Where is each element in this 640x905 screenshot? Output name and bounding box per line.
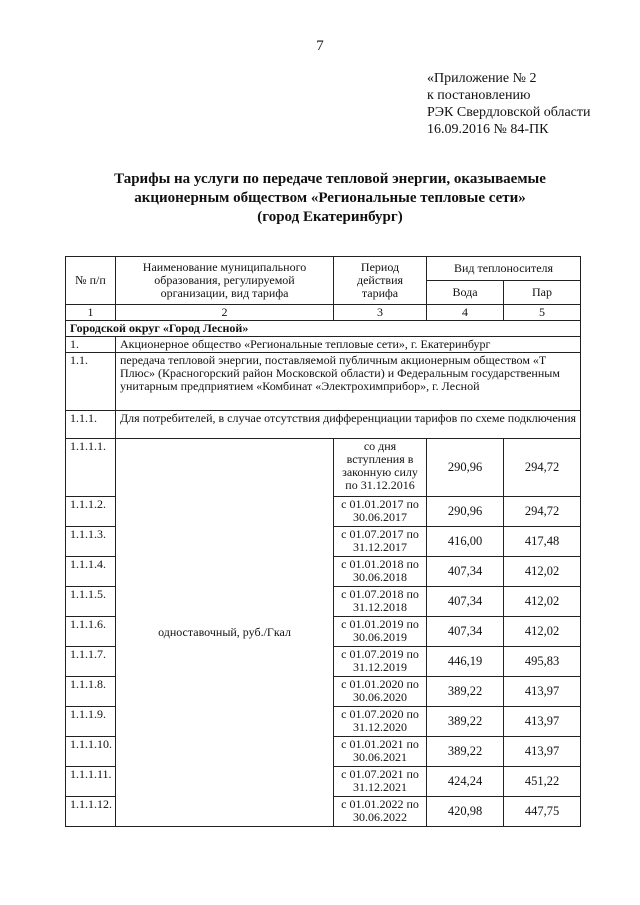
row-num: 1.1.1.3. (66, 527, 116, 557)
row-steam-value: 495,83 (504, 647, 581, 677)
row-water-value: 290,96 (427, 497, 504, 527)
row-period: с 01.01.2022 по 30.06.2022 (334, 797, 427, 827)
row-water-value: 424,24 (427, 767, 504, 797)
row-period: с 01.07.2020 по 31.12.2020 (334, 707, 427, 737)
col-number-5: 5 (504, 305, 581, 321)
org-name: Акционерное общество «Региональные тепловые сети», г. Екатеринбург (116, 337, 581, 353)
col-number-3: 3 (334, 305, 427, 321)
row-water-value: 446,19 (427, 647, 504, 677)
row-water-value: 420,98 (427, 797, 504, 827)
row-steam-value: 412,02 (504, 617, 581, 647)
header-carrier: Вид теплоносителя (427, 257, 581, 281)
row-steam-value: 294,72 (504, 439, 581, 497)
row-num: 1.1.1.10. (66, 737, 116, 767)
table-row (66, 439, 581, 497)
consumers-description: Для потребителей, в случае отсутствия дифференциации тарифов по схеме подключения (116, 411, 581, 439)
row-water-value: 416,00 (427, 527, 504, 557)
row-water-value: 389,22 (427, 677, 504, 707)
header-num: № п/п (66, 257, 116, 305)
appendix-line-4: 16.09.2016 № 84-ПК (427, 122, 549, 137)
row-period: с 01.01.2019 по 30.06.2019 (334, 617, 427, 647)
row-water-value: 389,22 (427, 707, 504, 737)
service-description: передача тепловой энергии, поставляемой публичным акционерным обществом «Т Плюс» (Красногорский район Московской области) и Федеральным государственным унитарным предприятием «Комбинат «Электрохимприбор», г. Лесной (116, 353, 581, 411)
row-num: 1.1.1.9. (66, 707, 116, 737)
row-period: с 01.07.2019 по 31.12.2019 (334, 647, 427, 677)
document-title (60, 170, 600, 227)
appendix-note (427, 70, 591, 138)
row-steam-value: 413,97 (504, 707, 581, 737)
title-line-1: Тарифы на услуги по передаче тепловой энергии, оказываемые (114, 171, 546, 187)
col-number-1: 1 (66, 305, 116, 321)
appendix-line-2: к постановлению (427, 88, 531, 103)
row-water-value: 389,22 (427, 737, 504, 767)
row-period: с 01.07.2018 по 31.12.2018 (334, 587, 427, 617)
title-line-3: (город Екатеринбург) (257, 209, 403, 225)
header-water: Вода (427, 281, 504, 305)
row-water-value: 407,34 (427, 617, 504, 647)
row-num: 1.1.1.8. (66, 677, 116, 707)
row-num: 1.1.1.2. (66, 497, 116, 527)
row-water-value: 290,96 (427, 439, 504, 497)
row-period: с 01.07.2017 по 31.12.2017 (334, 527, 427, 557)
tariff-table (65, 256, 581, 827)
district-row: Городской округ «Город Лесной» (66, 321, 581, 337)
header-steam: Пар (504, 281, 581, 305)
row-num: 1.1.1.6. (66, 617, 116, 647)
appendix-line-3: РЭК Свердловской области (427, 105, 591, 120)
header-period: Период действия тарифа (334, 257, 427, 305)
consumers-num: 1.1.1. (66, 411, 116, 439)
row-period: со дня вступления в законную силу по 31.12.2016 (334, 439, 427, 497)
row-period: с 01.01.2018 по 30.06.2018 (334, 557, 427, 587)
row-steam-value: 413,97 (504, 737, 581, 767)
service-num: 1.1. (66, 353, 116, 411)
row-period: с 01.01.2021 по 30.06.2021 (334, 737, 427, 767)
row-num: 1.1.1.5. (66, 587, 116, 617)
row-water-value: 407,34 (427, 557, 504, 587)
row-period: с 01.07.2021 по 31.12.2021 (334, 767, 427, 797)
org-num: 1. (66, 337, 116, 353)
row-steam-value: 451,22 (504, 767, 581, 797)
col-number-4: 4 (427, 305, 504, 321)
row-steam-value: 294,72 (504, 497, 581, 527)
row-steam-value: 412,02 (504, 557, 581, 587)
tariff-type: одноставочный, руб./Гкал (116, 439, 334, 827)
row-water-value: 407,34 (427, 587, 504, 617)
page-number: 7 (316, 38, 324, 54)
col-number-2: 2 (116, 305, 334, 321)
row-period: с 01.01.2020 по 30.06.2020 (334, 677, 427, 707)
row-steam-value: 417,48 (504, 527, 581, 557)
row-steam-value: 413,97 (504, 677, 581, 707)
row-period: с 01.01.2017 по 30.06.2017 (334, 497, 427, 527)
row-num: 1.1.1.12. (66, 797, 116, 827)
header-name: Наименование муниципального образования, регулируемой организации, вид тарифа (116, 257, 334, 305)
row-steam-value: 447,75 (504, 797, 581, 827)
row-num: 1.1.1.1. (66, 439, 116, 497)
row-num: 1.1.1.7. (66, 647, 116, 677)
appendix-line-1: «Приложение № 2 (427, 71, 537, 86)
row-num: 1.1.1.11. (66, 767, 116, 797)
row-num: 1.1.1.4. (66, 557, 116, 587)
title-line-2: акционерным обществом «Региональные тепловые сети» (134, 190, 526, 206)
row-steam-value: 412,02 (504, 587, 581, 617)
